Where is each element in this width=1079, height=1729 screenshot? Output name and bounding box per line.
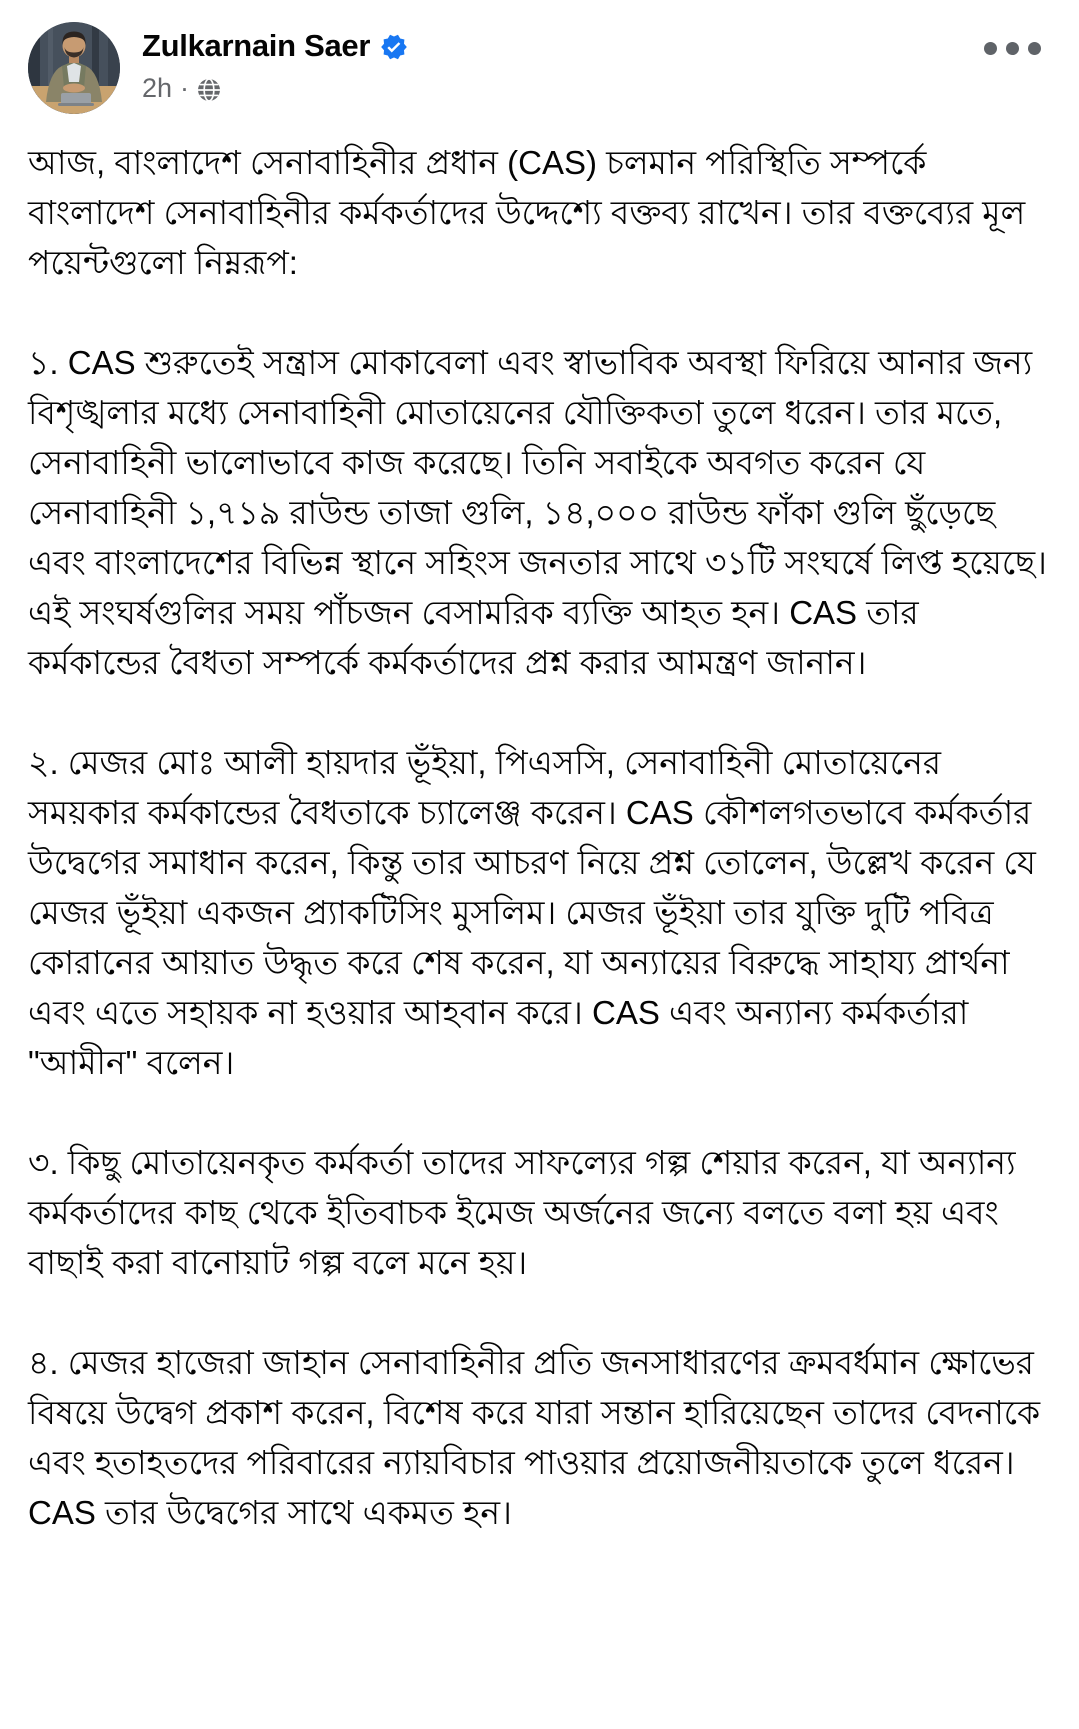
ellipsis-dot (1028, 42, 1041, 55)
meta-separator: · (180, 73, 190, 103)
meta-row (142, 73, 408, 104)
post-header (28, 22, 1051, 114)
ellipsis-dot (984, 42, 997, 55)
header-text (142, 22, 408, 104)
avatar[interactable] (28, 22, 120, 114)
post-content (28, 138, 1051, 1538)
globe-privacy-icon (197, 78, 221, 102)
verified-badge-icon (380, 33, 408, 61)
ellipsis-dot (1006, 42, 1019, 55)
more-options-button[interactable] (974, 32, 1051, 65)
author-name[interactable]: Zulkarnain Saer (142, 28, 371, 63)
post-paragraph-intro: আজ, বাংলাদেশ সেনাবাহিনীর প্রধান (CAS) চলমান পরিস্থিতি সম্পর্কে বাংলাদেশ সেনাবাহিনীর কর্মকর্তাদের উদ্দেশ্যে বক্তব্য রাখেন। তার বক্তব্যের মূল পয়েন্টগুলো নিম্নরূপ: (28, 144, 1026, 281)
post-paragraph-point-2: ২. মেজর মোঃ আলী হায়দার ভূঁইয়া, পিএসসি, সেনাবাহিনী মোতায়েনের সময়কার কর্মকান্ডের বৈধতাকে চ্যালেঞ্জ করেন। CAS কৌশলগতভাবে কর্মকর্তার উদ্বেগের সমাধান করেন, কিন্তু তার আচরণ নিয়ে প্রশ্ন তোলেন, উল্লেখ করেন যে মেজর ভূঁইয়া একজন প্র্যাকটিসিং মুসলিম। মেজর ভূঁইয়া তার যুক্তি দুটি পবিত্র কোরানের আয়াত উদ্ধৃত করে শেষ করেন, যা অন্যায়ের বিরুদ্ধে সাহায্য প্রার্থনা এবং এতে সহায়ক না হওয়ার আহবান করে। CAS এবং অন্যান্য কর্মকর্তারা "আমীন" বলেন। (28, 744, 1036, 1081)
timestamp[interactable]: 2h (142, 73, 173, 103)
post-paragraph-point-3: ৩. কিছু মোতায়েনকৃত কর্মকর্তা তাদের সাফল্যের গল্প শেয়ার করেন, যা অন্যান্য কর্মকর্তাদের কাছ থেকে ইতিবাচক ইমেজ অর্জনের জন্যে বলতে বলা হয় এবং বাছাই করা বানোয়াট গল্প বলে মনে হয়। (28, 1144, 1016, 1281)
post-paragraph-point-1: ১. CAS শুরুতেই সন্ত্রাস মোকাবেলা এবং স্বাভাবিক অবস্থা ফিরিয়ে আনার জন্য বিশৃঙ্খলার মধ্যে সেনাবাহিনী মোতায়েনের যৌক্তিকতা তুলে ধরেন। তার মতে, সেনাবাহিনী ভালোভাবে কাজ করেছে। তিনি সবাইকে অবগত করেন যে সেনাবাহিনী ১,৭১৯ রাউন্ড তাজা গুলি, ১৪,০০০ রাউন্ড ফাঁকা গুলি ছুঁড়েছে এবং বাংলাদেশের বিভিন্ন স্থানে সহিংস জনতার সাথে ৩১টি সংঘর্ষে লিপ্ত হয়েছে। এই সংঘর্ষগুলির সময় পাঁচজন বেসামরিক ব্যক্তি আহত হন। CAS তার কর্মকান্ডের বৈধতা সম্পর্কে কর্মকর্তাদের প্রশ্ন করার আমন্ত্রণ জানান। (28, 344, 1047, 681)
avatar-photo-illustration (28, 22, 120, 114)
name-row (142, 28, 408, 64)
post-paragraph-point-4: ৪. মেজর হাজেরা জাহান সেনাবাহিনীর প্রতি জনসাধারণের ক্রমবর্ধমান ক্ষোভের বিষয়ে উদ্বেগ প্রকাশ করেন, বিশেষ করে যারা সন্তান হারিয়েছেন তাদের বেদনাকে এবং হতাহতদের পরিবারের ন্যায়বিচার পাওয়ার প্রয়োজনীয়তাকে তুলে ধরেন। CAS তার উদ্বেগের সাথে একমত হন। (28, 1344, 1041, 1531)
